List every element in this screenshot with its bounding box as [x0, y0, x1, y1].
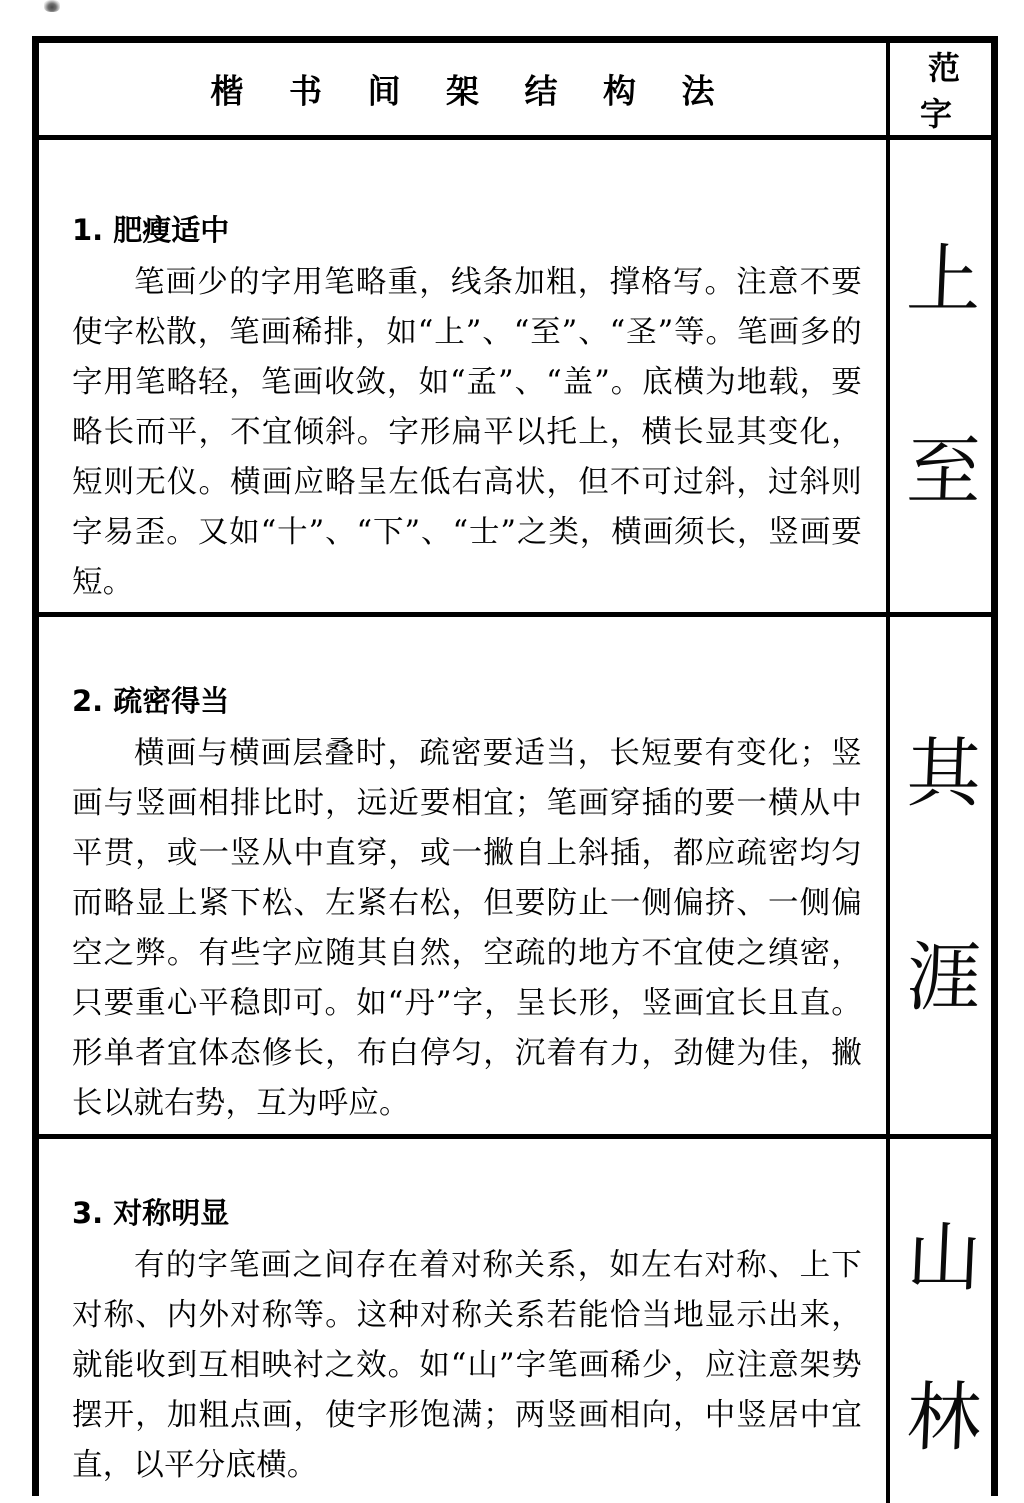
section-body-1	[72, 245, 862, 608]
example-character: 上	[905, 236, 983, 324]
section-cell-1	[39, 140, 886, 612]
example-character: 涯	[905, 933, 983, 1022]
example-column-header-cell	[890, 43, 998, 135]
section-body-2	[72, 716, 862, 1129]
example-character: 至	[905, 428, 983, 516]
section-cell-2	[39, 617, 886, 1134]
example-character: 山	[905, 1214, 983, 1302]
page-title: 楷 书 间 架 结 构 法	[210, 71, 732, 111]
section-title-1: 1. 肥瘦适中	[72, 213, 230, 247]
section-title-3: 3. 对称明显	[72, 1196, 230, 1230]
example-characters-2	[890, 617, 998, 1134]
example-character: 其	[905, 729, 983, 818]
section-title-2: 2. 疏密得当	[72, 684, 230, 718]
example-character: 林	[905, 1374, 983, 1462]
section-body-text-2: 横画与横画层叠时，疏密要适当，长短要有变化；竖画与竖画相排比时，远近要相宜；笔画穿插的要一横从中平贯，或一竖从中直穿，或一撇自上斜插，都应疏密均匀而略显上紧下松、左紧右松，但要防止一侧偏挤、一侧偏空之弊。有些字应随其自然，空疏的地方不宜使之缜密，只要重心平稳即可。如“丹”字，呈长形，竖画宜长且直。形单者宜体态修长，布白停匀，沉着有力，劲健为佳，撇长以就右势，互为呼应。	[72, 736, 862, 1121]
section-cell-3	[39, 1139, 886, 1503]
table-header-cell	[39, 43, 886, 135]
structure-table	[32, 36, 998, 1496]
section-body-text-1: 笔画少的字用笔略重，线条加粗，撑格写。注意不要使字松散，笔画稀排，如“上”、“至”、“圣”等。笔画多的字用笔略轻，笔画收敛，如“孟”、“盖”。底横为地载，要略长而平，不宜倾斜。字形扁平以托上，横长显其变化，短则无仪。横画应略呈左低右高状，但不可过斜，过斜则字易歪。又如“十”、“下”、“士”之类，横画须长，竖画要短。	[72, 265, 862, 600]
example-characters-1	[890, 140, 998, 612]
example-column-label: 范 字	[919, 49, 976, 133]
scan-artifact-speck	[44, 0, 60, 12]
section-body-3	[72, 1228, 862, 1491]
section-body-text-3: 有的字笔画之间存在着对称关系，如左右对称、上下对称、内外对称等。这种对称关系若能恰当地显示出来，就能收到互相映衬之效。如“山”字笔画稀少，应注意架势摆开，加粗点画，使字形饱满；两竖画相向，中竖居中宜直，以平分底横。	[72, 1248, 862, 1483]
example-characters-3	[890, 1139, 998, 1503]
